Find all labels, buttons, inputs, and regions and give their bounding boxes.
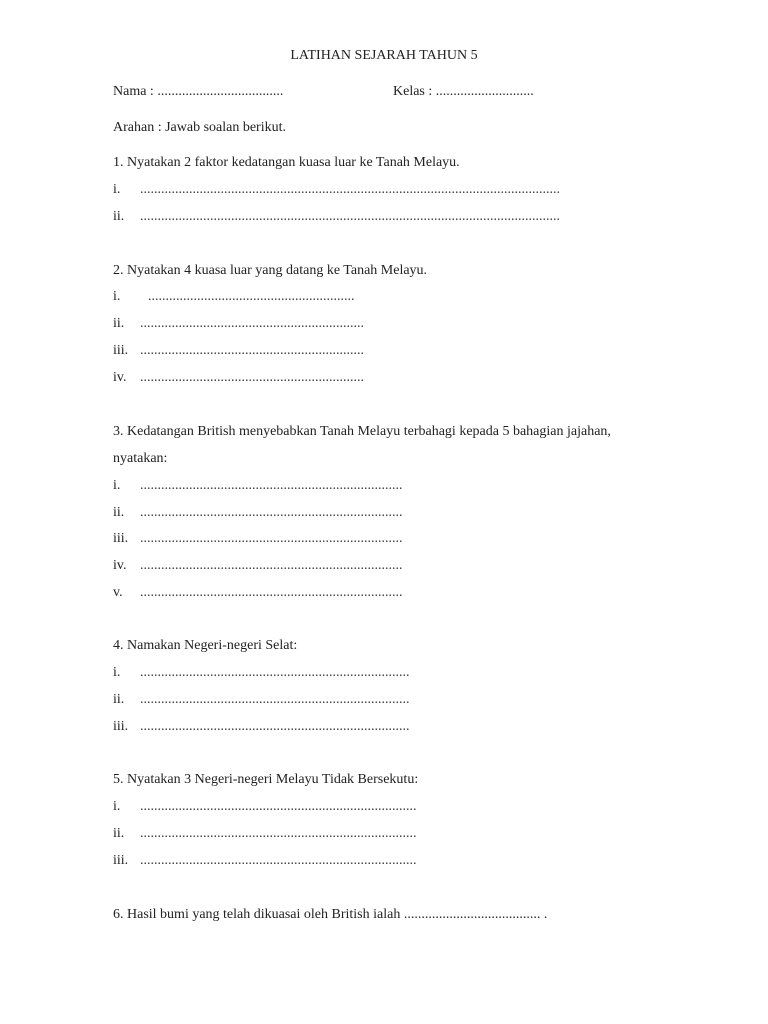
- answer-number: v.: [113, 585, 123, 600]
- class-field: Kelas : ............................: [393, 84, 534, 99]
- question-5: 5. Nyatakan 3 Negeri-negeri Melayu Tidak Bersekutu:: [113, 772, 419, 787]
- answer-number: i.: [113, 289, 121, 304]
- name-field: Nama : ....................................: [113, 84, 284, 99]
- answer-line: ...........................................................................: [140, 558, 403, 573]
- instructions: Arahan : Jawab soalan berikut.: [113, 120, 286, 135]
- answer-number: iii.: [113, 719, 129, 734]
- answer-line: ........................................................................................................................: [140, 182, 560, 197]
- answer-line: ................................................................: [140, 316, 364, 331]
- answer-number: iii.: [113, 531, 129, 546]
- answer-number: i.: [113, 478, 121, 493]
- answer-line: ................................................................: [140, 343, 364, 358]
- answer-number: iv.: [113, 370, 127, 385]
- answer-line: ...........................................................................: [140, 478, 403, 493]
- answer-number: ii.: [113, 692, 125, 707]
- answer-line: ................................................................: [140, 370, 364, 385]
- answer-line: ...............................................................................: [140, 799, 417, 814]
- answer-line: .............................................................................: [140, 665, 410, 680]
- answer-number: ii.: [113, 505, 125, 520]
- answer-number: i.: [113, 665, 121, 680]
- answer-line: ...........................................................: [148, 289, 355, 304]
- answer-line: ...............................................................................: [140, 826, 417, 841]
- answer-number: i.: [113, 799, 121, 814]
- answer-number: iii.: [113, 853, 129, 868]
- answer-line: .............................................................................: [140, 692, 410, 707]
- answer-line: .............................................................................: [140, 719, 410, 734]
- question-6: 6. Hasil bumi yang telah dikuasai oleh British ialah ....................................... .: [113, 907, 548, 922]
- question-2: 2. Nyatakan 4 kuasa luar yang datang ke Tanah Melayu.: [113, 263, 428, 278]
- answer-line: ........................................................................................................................: [140, 209, 560, 224]
- answer-line: ...........................................................................: [140, 585, 403, 600]
- answer-line: ...........................................................................: [140, 531, 403, 546]
- answer-number: ii.: [113, 826, 125, 841]
- answer-number: ii.: [113, 316, 125, 331]
- answer-number: ii.: [113, 209, 125, 224]
- answer-line: ...............................................................................: [140, 853, 417, 868]
- question-4: 4. Namakan Negeri-negeri Selat:: [113, 638, 298, 653]
- question-1: 1. Nyatakan 2 faktor kedatangan kuasa luar ke Tanah Melayu.: [113, 155, 460, 170]
- question-3-continued: nyatakan:: [113, 451, 168, 466]
- worksheet-title: LATIHAN SEJARAH TAHUN 5: [290, 48, 478, 63]
- answer-number: iv.: [113, 558, 127, 573]
- answer-number: i.: [113, 182, 121, 197]
- question-3: 3. Kedatangan British menyebabkan Tanah Melayu terbahagi kepada 5 bahagian jajahan,: [113, 424, 611, 439]
- answer-line: ...........................................................................: [140, 505, 403, 520]
- answer-number: iii.: [113, 343, 129, 358]
